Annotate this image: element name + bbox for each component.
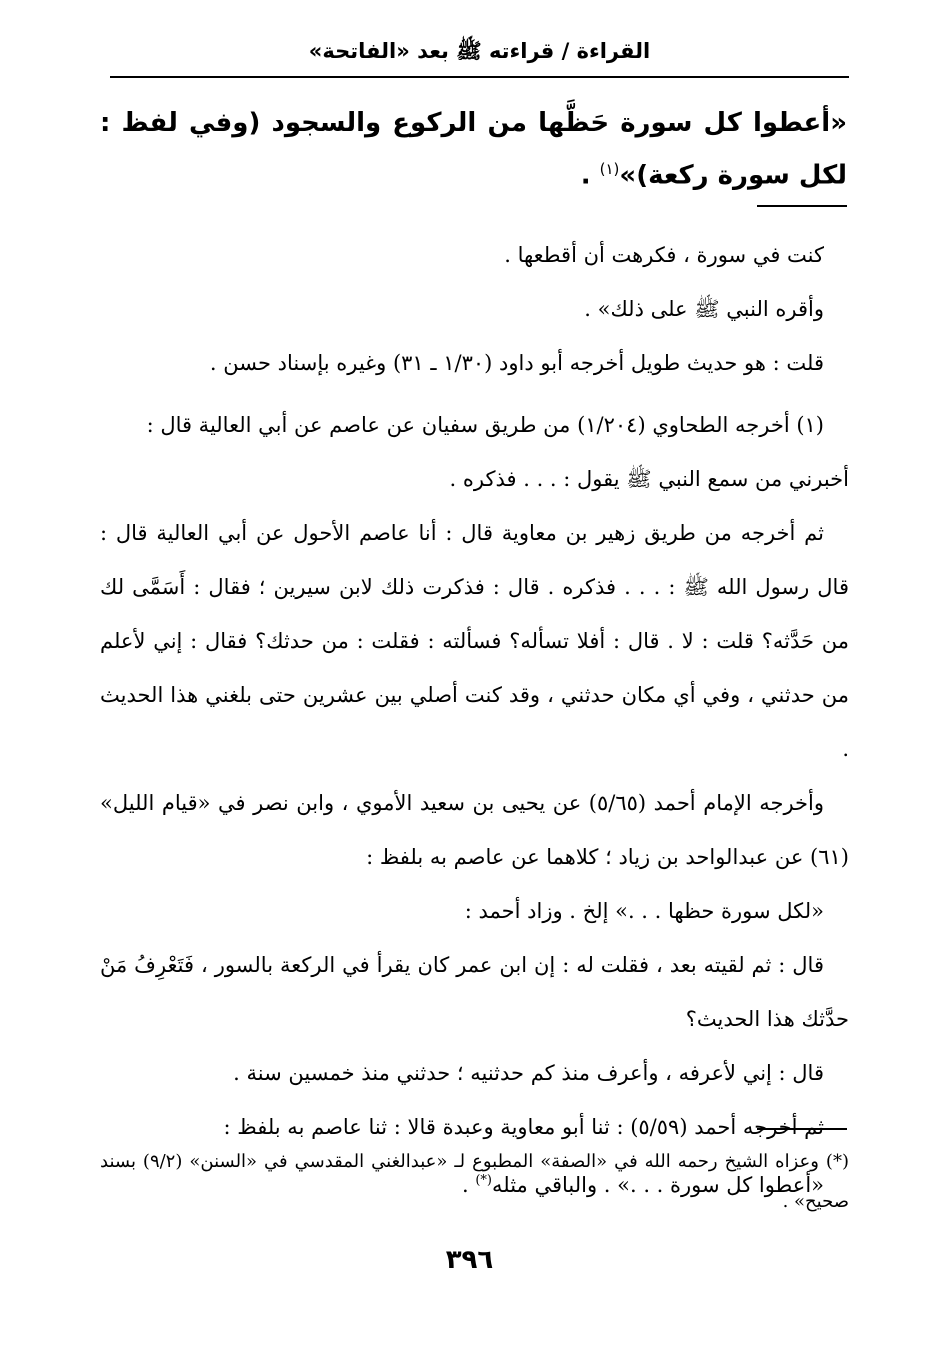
footnote-divider — [757, 205, 847, 207]
page-number: ٣٩٦ — [445, 1245, 494, 1275]
footnote-end: . — [461, 1173, 476, 1197]
star-note: (*) وعزاه الشيخ رحمه الله في «الصفة» المطبوع لـ «عبدالغني المقدسي في «السنن» (٩/٢) بسند صحيح» . — [100, 1151, 849, 1212]
header-divider — [110, 76, 849, 78]
text-line: كنت في سورة ، فكرهت أن أقطعها . — [504, 243, 824, 267]
footnote-paragraph: قال : إني لأعرفه ، وأعرف منذ كم حدثنيه ؛ حدثني منذ خمسين سنة . — [233, 1061, 824, 1085]
footnote-text: «أعطوا كل سورة . . .» . والباقي مثله — [491, 1173, 824, 1197]
footnote-paragraph: (١) أخرجه الطحاوي (١/٢٠٤) من طريق سفيان عن عاصم عن أبي العالية قال : — [146, 413, 824, 437]
hadith-quote-end: . — [580, 160, 600, 191]
footnote-paragraph: قال : ثم لقيته بعد ، فقلت له : إن ابن عمر كان يقرأ في الركعة بالسور ، فَتَعْرِفُ مَنْ حدَّثك هذا الحديث؟ — [100, 953, 849, 1031]
footnote-paragraph: «لكل سورة حظها . . .» إلخ . وزاد أحمد : — [464, 899, 824, 923]
footnote-1 — [100, 398, 849, 1212]
running-header: القراءة / قراءته ﷺ بعد «الفاتحة» — [308, 39, 651, 63]
footnote-paragraph: وأخرجه الإمام أحمد (٥/٦٥) عن يحيى بن سعيد الأموي ، وابن نصر في «قيام الليل» (٦١) عن عبدالواحد بن زياد ؛ كلاهما عن عاصم به بلفظ : — [100, 791, 849, 869]
text-line: وأقره النبي ﷺ على ذلك» . — [584, 297, 824, 321]
hadith-quote-text: «أعطوا كل سورة حَظَّها من الركوع والسجود (وفي لفظ : لكل سورة ركعة)» — [100, 108, 847, 191]
star-note-divider — [757, 1128, 847, 1130]
footnote-paragraph: ثم أخرجه من طريق زهير بن معاوية قال : أنا عاصم الأحول عن أبي العالية قال : قال رسول الله ﷺ : . . . فذكره . قال : فذكرت ذلك لابن سيرين ؛ فقال : أَسَمَّى لك من حَدَّثه؟ قلت : لا . قال : أفلا تسأله؟ فسألته : فقلت : من حدثك؟ فقال : إني لأعلم من حدثني ، وفي أي مكان حدثني ، وقد كنت أصلي بين عشرين حتى بلغني هذا الحديث . — [100, 521, 849, 761]
footnote-paragraph: أخبرني من سمع النبي ﷺ يقول : . . . فذكره . — [449, 467, 849, 491]
continued-footnote — [100, 228, 849, 390]
hadith-quote — [100, 100, 847, 199]
footnote-marker: (١) — [599, 160, 620, 178]
text-line: قلت : هو حديث طويل أخرجه أبو داود (١/٣٠ ـ ٣١) وغيره بإسناد حسن . — [209, 351, 824, 375]
footnote-paragraph: ثم أخرجه أحمد (٥/٥٩) : ثنا أبو معاوية وعبدة قالا : ثنا عاصم به بلفظ : — [223, 1115, 824, 1139]
star-marker: (*) — [475, 1173, 492, 1188]
